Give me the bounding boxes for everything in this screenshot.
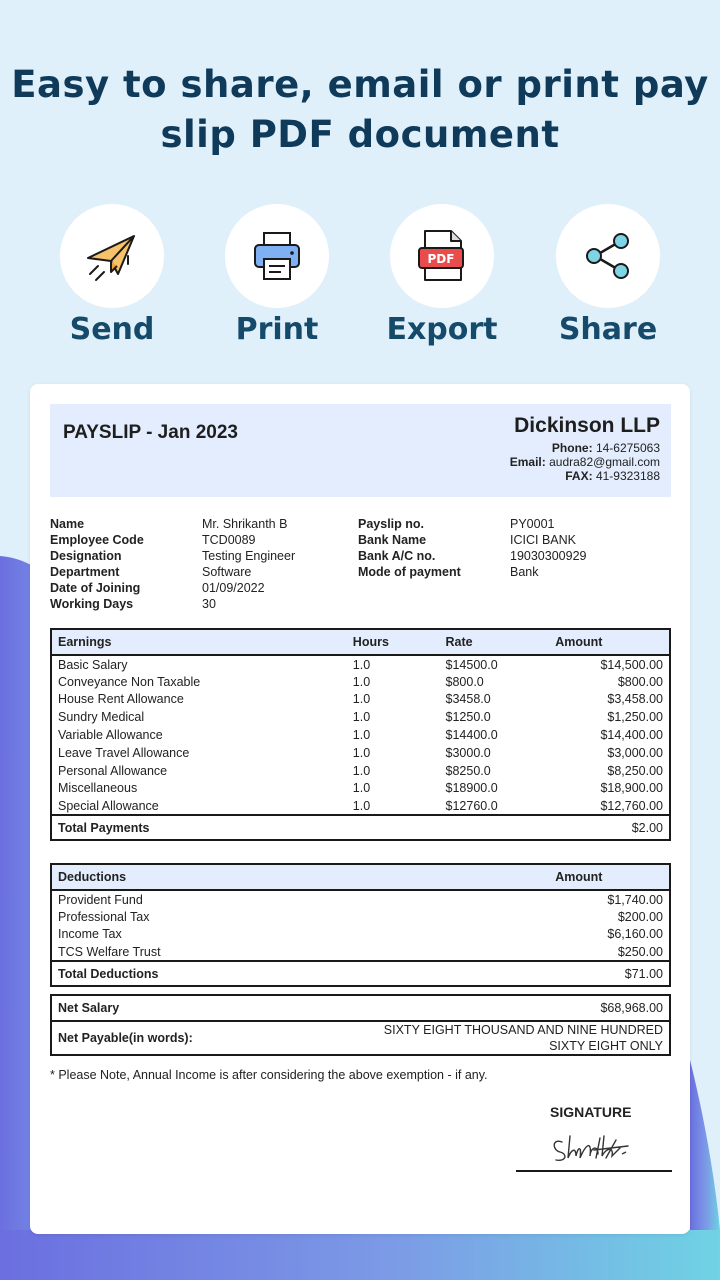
export-label: Export (386, 312, 498, 347)
earning-hours: 1.0 (352, 692, 371, 707)
designation: Testing Engineer (202, 549, 296, 563)
share-button[interactable] (523, 204, 693, 347)
svg-text:PDF: PDF (427, 252, 455, 266)
print-button[interactable] (192, 204, 362, 347)
earning-amount: $18,900.00 (600, 781, 663, 796)
earning-rate: $18900.0 (445, 781, 498, 796)
name-label: Name (50, 517, 85, 531)
date-of-joining: 01/09/2022 (202, 581, 265, 595)
earnings-header (51, 629, 670, 655)
earnings-row (51, 744, 670, 762)
designation-label: Designation (50, 549, 122, 563)
pdf-file-icon (415, 228, 469, 284)
earnings-row (51, 673, 670, 691)
net-payable-words-row (51, 1021, 670, 1055)
bank-ac: 19030300929 (510, 549, 587, 563)
bank-name: ICICI BANK (510, 533, 576, 547)
date-of-joining-label: Date of Joining (50, 581, 141, 595)
payslip-document (30, 384, 690, 1234)
deduction-row (51, 943, 670, 961)
department: Software (202, 565, 252, 579)
earning-rate: $8250.0 (445, 763, 491, 778)
send-label: Send (69, 312, 155, 347)
net-salary-table (50, 994, 671, 1056)
deductions-amount-header: Amount (549, 864, 670, 890)
net-salary-row (51, 995, 670, 1021)
net-payable-words: SIXTY EIGHT THOUSAND AND NINE HUNDRED SIXTY EIGHT ONLY (383, 1023, 663, 1053)
earning-name: Conveyance Non Taxable (58, 674, 201, 689)
earnings-row (51, 762, 670, 780)
deduction-amount: $200.00 (617, 909, 663, 924)
headline-line-2: slip PDF document (160, 113, 560, 156)
deduction-name: TCS Welfare Trust (58, 944, 161, 959)
paper-plane-icon (84, 228, 140, 284)
headline (0, 60, 720, 160)
bank-name-label: Bank Name (358, 533, 427, 547)
earning-rate: $800.0 (445, 674, 484, 689)
company-email: Email: audra82@gmail.com (509, 455, 660, 469)
earning-name: Variable Allowance (58, 728, 163, 743)
deduction-name: Professional Tax (58, 909, 150, 924)
earnings-row (51, 780, 670, 798)
company-info (510, 414, 660, 483)
earning-name: Special Allowance (58, 798, 159, 813)
earnings-row (51, 691, 670, 709)
company-phone: Phone: 14-6275063 (551, 441, 660, 455)
deduction-amount: $6,160.00 (607, 927, 663, 942)
send-button[interactable] (27, 204, 197, 347)
earning-amount: $14,500.00 (600, 658, 663, 673)
printer-icon (250, 229, 304, 283)
deduction-amount: $1,740.00 (607, 893, 663, 908)
earning-name: Personal Allowance (58, 763, 168, 778)
earning-rate: $14400.0 (445, 728, 498, 743)
deduction-name: Provident Fund (58, 893, 143, 908)
earnings-row (51, 726, 670, 744)
payslip-header (50, 404, 671, 497)
employee-code-label: Employee Code (50, 533, 144, 547)
earning-hours: 1.0 (352, 798, 371, 813)
total-deductions-amount: $71.00 (549, 961, 670, 986)
deductions-header (51, 864, 670, 890)
net-salary-amount: $68,968.00 (360, 995, 670, 1021)
share-icon (581, 229, 635, 283)
total-deductions-row (51, 961, 670, 986)
earning-hours: 1.0 (352, 781, 371, 796)
earning-hours: 1.0 (352, 674, 371, 689)
signature-mark (546, 1128, 646, 1168)
earning-hours: 1.0 (352, 658, 371, 673)
total-payments-row (51, 815, 670, 840)
working-days: 30 (202, 597, 216, 611)
rate-header: Rate (440, 629, 550, 655)
earning-amount: $14,400.00 (600, 728, 663, 743)
earning-name: Leave Travel Allowance (58, 745, 190, 760)
deduction-row (51, 926, 670, 944)
company-name: Dickinson LLP (514, 414, 660, 437)
earning-name: Sundry Medical (58, 710, 145, 725)
earning-rate: $3000.0 (445, 745, 491, 760)
share-actions (0, 204, 720, 354)
headline-line-1: Easy to share, email or print pay (11, 63, 709, 106)
payment-mode-label: Mode of payment (358, 565, 461, 579)
earnings-rows (51, 655, 670, 815)
earning-hours: 1.0 (352, 710, 371, 725)
net-payable-words-label: Net Payable(in words): (58, 1031, 193, 1045)
print-label: Print (235, 312, 319, 347)
earning-amount: $12,760.00 (600, 798, 663, 813)
deductions-table (50, 863, 671, 987)
earning-rate: $1250.0 (445, 710, 491, 725)
employee-code: TCD0089 (202, 533, 256, 547)
total-payments-label: Total Payments (51, 815, 549, 840)
earning-amount: $3,458.00 (607, 692, 663, 707)
employee-name: Mr. Shrikanth B (202, 517, 288, 531)
deductions-header-label: Deductions (51, 864, 549, 890)
earning-name: House Rent Allowance (58, 692, 184, 707)
payment-mode: Bank (510, 565, 539, 579)
amount-header: Amount (549, 629, 670, 655)
payslip-no-label: Payslip no. (358, 517, 424, 531)
deduction-amount: $250.00 (617, 944, 663, 959)
earning-hours: 1.0 (352, 745, 371, 760)
net-salary-label: Net Salary (51, 995, 360, 1021)
share-label: Share (558, 312, 658, 347)
earnings-row (51, 797, 670, 815)
earning-amount: $800.00 (617, 674, 663, 689)
payslip-title: PAYSLIP - Jan 2023 (63, 422, 238, 443)
signature-line (516, 1170, 672, 1172)
earning-name: Miscellaneous (58, 781, 138, 796)
earning-rate: $3458.0 (445, 692, 491, 707)
deduction-row (51, 890, 670, 908)
department-label: Department (50, 565, 120, 579)
total-deductions-label: Total Deductions (51, 961, 549, 986)
earnings-table (50, 628, 671, 841)
total-payments-amount: $2.00 (549, 815, 670, 840)
deduction-name: Income Tax (58, 927, 122, 942)
earning-rate: $14500.0 (445, 658, 498, 673)
earning-name: Basic Salary (58, 658, 128, 673)
earning-amount: $3,000.00 (607, 745, 663, 760)
company-fax: FAX: 41-9323188 (565, 469, 660, 483)
earning-amount: $1,250.00 (607, 710, 663, 725)
earnings-row (51, 708, 670, 726)
deduction-row (51, 908, 670, 926)
exemption-note: * Please Note, Annual Income is after considering the above exemption - if any. (50, 1068, 488, 1082)
earnings-row (51, 655, 670, 673)
payslip-no: PY0001 (510, 517, 555, 531)
hours-header: Hours (347, 629, 440, 655)
earning-amount: $8,250.00 (607, 763, 663, 778)
export-button[interactable] (357, 204, 527, 347)
working-days-label: Working Days (50, 597, 134, 611)
deductions-rows (51, 890, 670, 961)
earnings-header-label: Earnings (51, 629, 347, 655)
earning-hours: 1.0 (352, 728, 371, 743)
earning-rate: $12760.0 (445, 798, 498, 813)
bank-ac-label: Bank A/C no. (358, 549, 436, 563)
signature-label: SIGNATURE (550, 1104, 632, 1120)
earning-hours: 1.0 (352, 763, 371, 778)
